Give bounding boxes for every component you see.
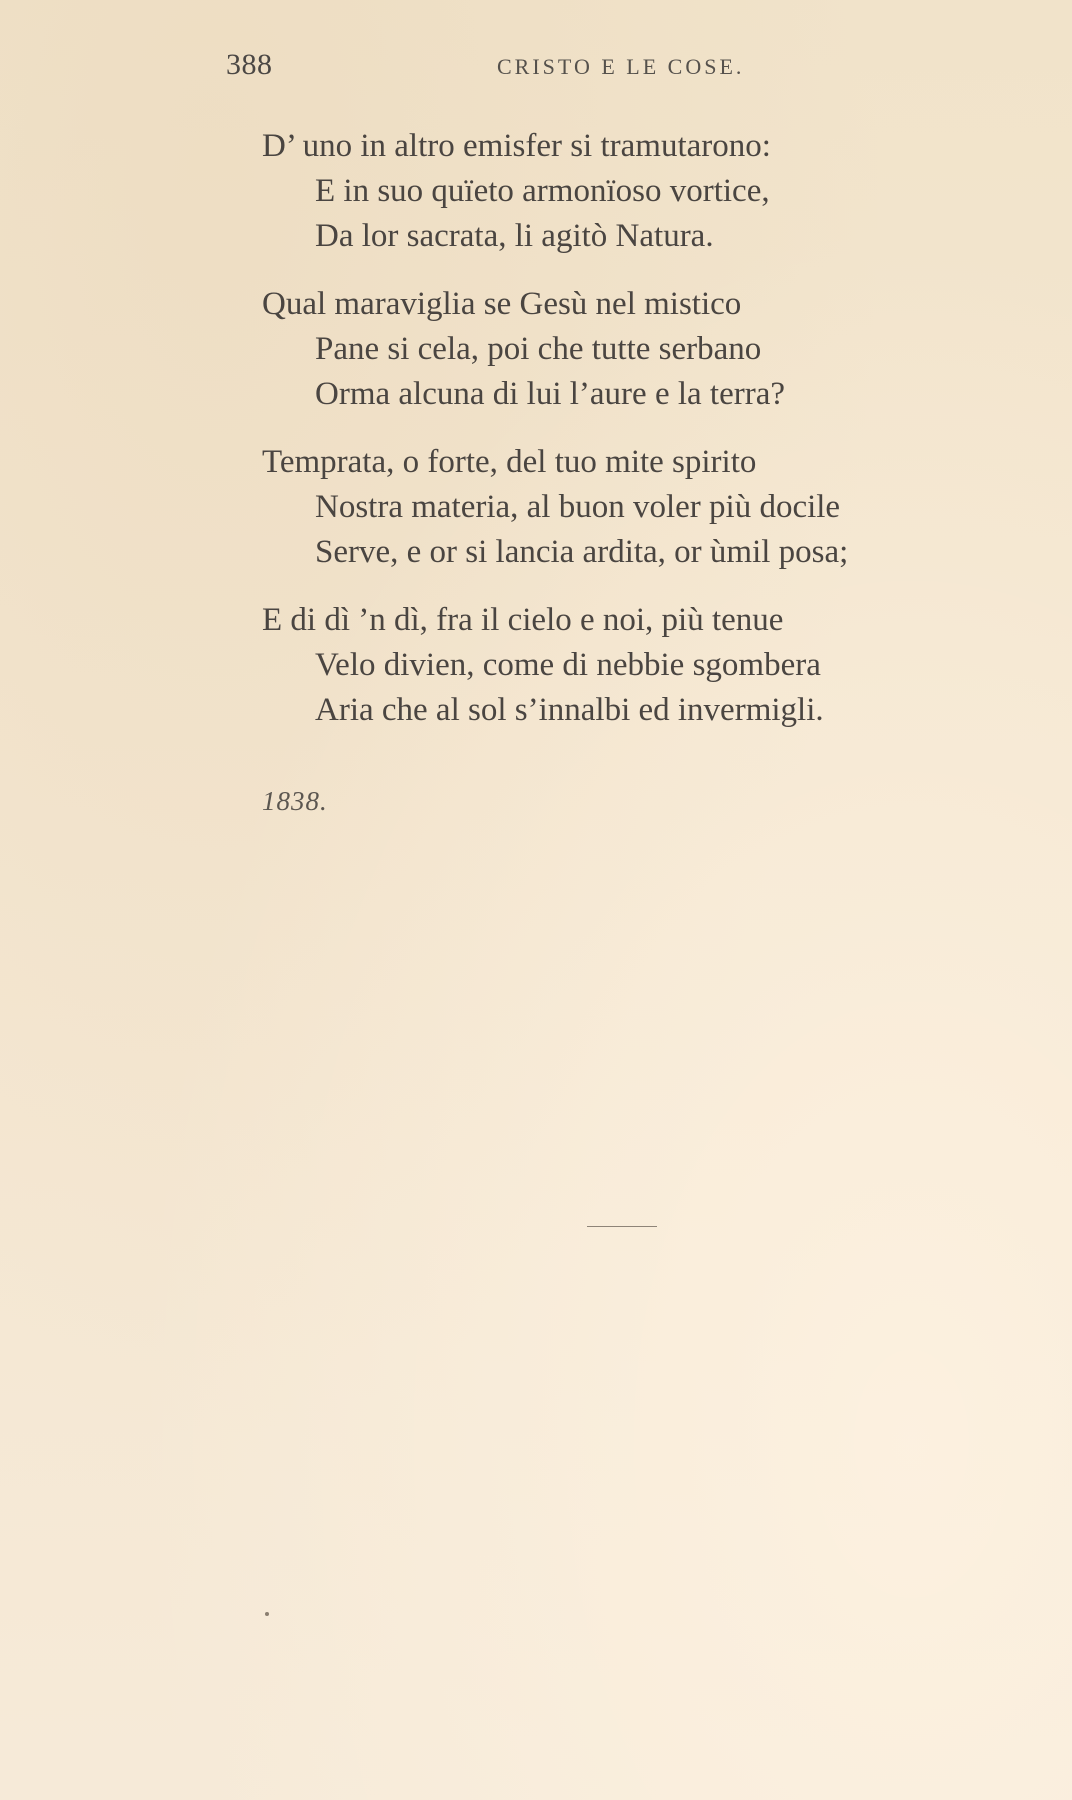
poem-line: E di dì ’n dì, fra il cielo e noi, più tenue bbox=[262, 602, 784, 638]
poem-line: Aria che al sol s’innalbi ed invermigli. bbox=[315, 692, 824, 728]
page-number: 388 bbox=[226, 48, 273, 81]
poem-line: Velo divien, come di nebbie sgombera bbox=[315, 647, 821, 683]
stanza-3 bbox=[262, 440, 1022, 575]
stanza-2 bbox=[262, 282, 1022, 417]
poem-line: Da lor sacrata, li agitò Natura. bbox=[315, 218, 714, 254]
poem-line: Qual maraviglia se Gesù nel mistico bbox=[262, 286, 742, 322]
page-header bbox=[0, 48, 1072, 88]
poem bbox=[262, 124, 1022, 756]
poem-line: Temprata, o forte, del tuo mite spirito bbox=[262, 444, 757, 480]
poem-date: 1838. bbox=[262, 786, 328, 816]
stanza-4 bbox=[262, 598, 1022, 733]
poem-line: Orma alcuna di lui l’aure e la terra? bbox=[315, 376, 785, 412]
section-divider bbox=[587, 1226, 657, 1227]
paper-speck bbox=[265, 1612, 269, 1616]
poem-line: Serve, e or si lancia ardita, or ùmil posa; bbox=[315, 534, 849, 570]
poem-line: Pane si cela, poi che tutte serbano bbox=[315, 331, 762, 367]
poem-line: Nostra materia, al buon voler più docile bbox=[315, 489, 841, 525]
stanza-1 bbox=[262, 124, 1022, 259]
poem-line: D’ uno in altro emisfer si tramutarono: bbox=[262, 128, 771, 164]
poem-line: E in suo quïeto armonïoso vortice, bbox=[315, 173, 770, 209]
running-title: CRISTO E LE COSE. bbox=[497, 54, 745, 79]
